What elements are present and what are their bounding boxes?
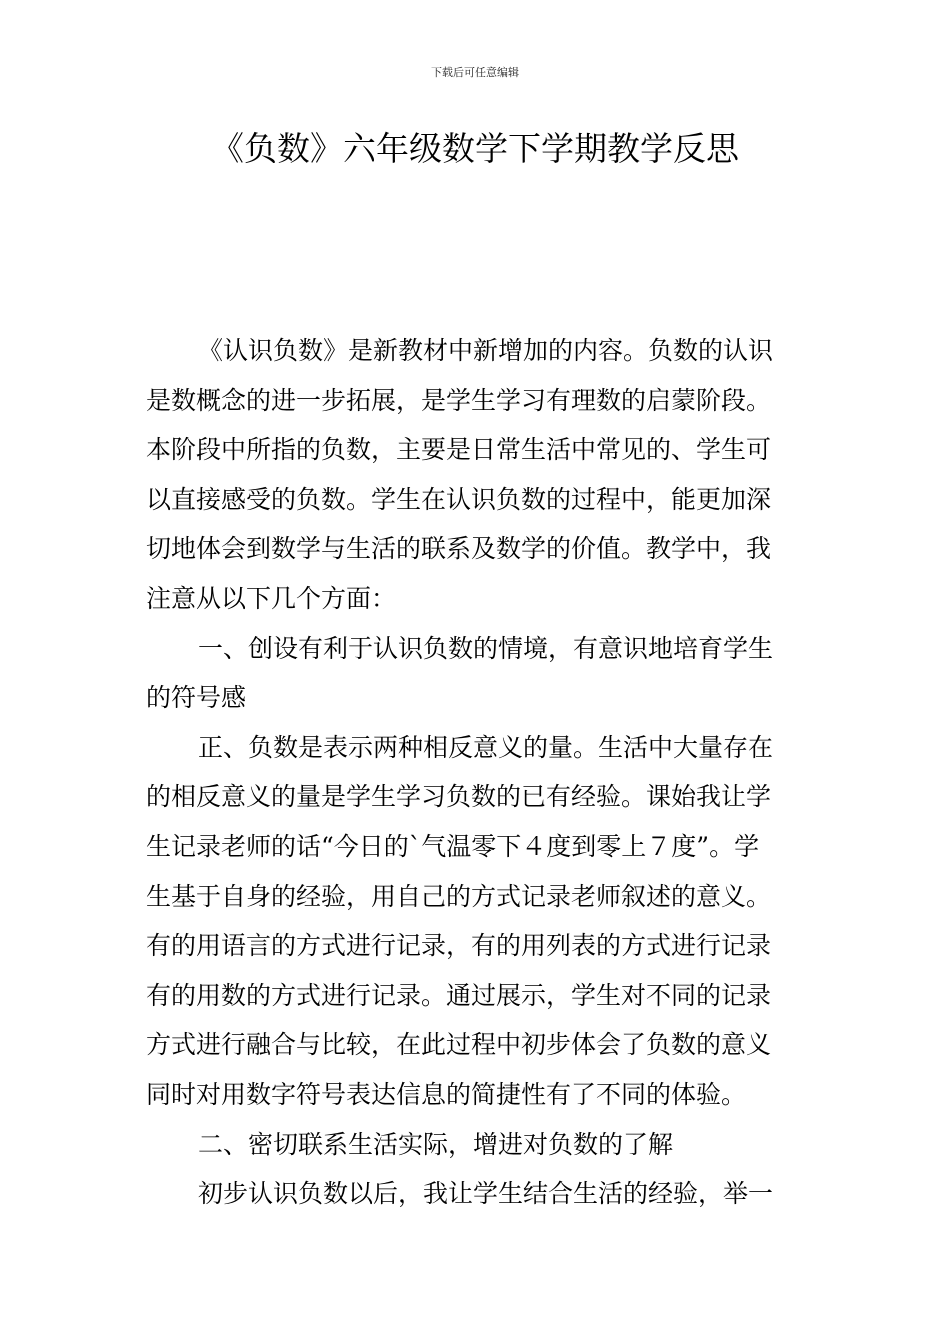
text-line: 注意从以下几个方面： — [146, 583, 397, 613]
text-line: 的符号感 — [146, 683, 247, 713]
text-line: 有的用数的方式进行记录。通过展示，学生对不同的记录 — [146, 980, 772, 1010]
text-line: 正、负数是表示两种相反意义的量。生活中大量存在 — [198, 732, 774, 762]
text-line: 《认识负数》是新教材中新增加的内容。负数的认识 — [198, 336, 774, 365]
text-line: 同时对用数字符号表达信息的简捷性有了不同的体验。 — [146, 1079, 747, 1109]
text-line: 初步认识负数以后，我让学生结合生活的经验，举一 — [198, 1179, 774, 1209]
text-line: 本阶段中所指的负数，主要是日常生活中常见的、学生可 — [146, 435, 772, 465]
text-line: 切地体会到数学与生活的联系及数学的价值。教学中，我 — [146, 534, 772, 564]
header-note: 下载后可任意编辑 — [431, 66, 519, 79]
text-line: 有的用语言的方式进行记录，有的用列表的方式进行记录 — [146, 931, 772, 961]
text-line: 的相反意义的量是学生学习负数的已有经验。课始我让学 — [146, 782, 772, 812]
text-line: 二、密切联系生活实际，增进对负数的了解 — [198, 1129, 674, 1159]
text-line: 一、创设有利于认识负数的情境，有意识地培育学生 — [198, 633, 774, 663]
text-line: 是数概念的进一步拓展，是学生学习有理数的启蒙阶段。 — [146, 385, 772, 415]
text-line: 方式进行融合与比较，在此过程中初步体会了负数的意义 — [146, 1030, 772, 1060]
document-title: 《负数》六年级数学下学期教学反思 — [211, 129, 739, 168]
text-line: 生基于自身的经验，用自己的方式记录老师叙述的意义。 — [146, 881, 772, 911]
text-line: 以直接感受的负数。学生在认识负数的过程中，能更加深 — [146, 484, 772, 514]
text-line: 生记录老师的话“今日的`气温零下４度到零上７度”。学 — [146, 831, 760, 861]
document-body — [146, 326, 808, 1219]
